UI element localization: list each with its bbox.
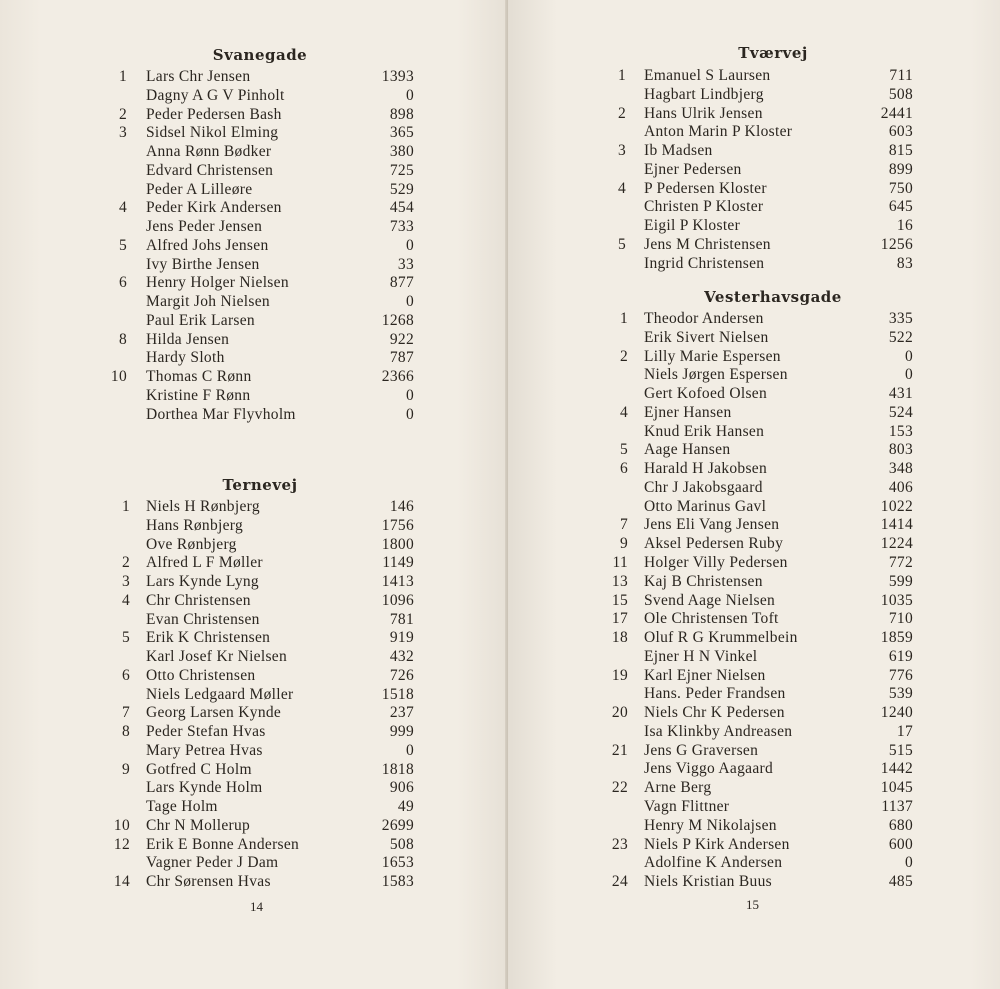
value-number: 146 [389, 498, 414, 515]
value-number: 1414 [880, 516, 913, 534]
list-item [508, 160, 968, 179]
resident-name: Lars Kynde Holm [146, 779, 263, 797]
right-page [508, 0, 1000, 989]
house-number: 1 [617, 67, 626, 84]
list-item [508, 104, 968, 123]
value-number: 529 [389, 180, 414, 198]
resident-name: Ejner Pedersen [644, 160, 742, 178]
house-number: 7 [121, 704, 130, 722]
list-item [0, 647, 460, 666]
value-number: 365 [389, 124, 414, 142]
resident-name: Mary Petrea Hvas [146, 741, 263, 759]
list-item [508, 122, 968, 141]
list-item [0, 330, 460, 349]
value-number: 1583 [381, 873, 414, 890]
value-number: 49 [397, 798, 414, 815]
resident-name: Anton Marin P Kloster [644, 123, 793, 141]
value-number: 406 [888, 478, 913, 496]
list-item [508, 422, 968, 441]
value-number: 1224 [880, 535, 913, 553]
value-number: 2366 [381, 368, 414, 385]
resident-name: Niels Ledgaard Møller [146, 685, 294, 703]
house-number: 8 [118, 330, 127, 348]
value-number: 0 [405, 741, 414, 759]
resident-name: Vagner Peder J Dam [146, 854, 279, 872]
resident-name: Hagbart Lindbjerg [644, 85, 764, 103]
resident-name: Ejner Hansen [644, 403, 732, 421]
house-number: 10 [113, 816, 130, 834]
resident-name: Peder Stefan Hvas [146, 723, 266, 740]
list-item [508, 553, 968, 572]
resident-name: Isa Klinkby Andreasen [644, 722, 793, 740]
list-item [508, 66, 968, 85]
value-number: 645 [888, 198, 913, 216]
section-title-tvaervej: Tværvej [738, 44, 808, 62]
list-item [508, 591, 968, 610]
resident-name: Aage Hansen [644, 441, 731, 459]
value-number: 522 [888, 328, 913, 346]
list-item [0, 703, 460, 722]
list-item [0, 628, 460, 647]
list-item [508, 328, 968, 347]
resident-name: Ib Madsen [644, 142, 713, 159]
list-item [508, 797, 968, 816]
value-number: 1149 [382, 554, 414, 572]
value-number: 726 [389, 666, 414, 684]
resident-name: Tage Holm [146, 798, 218, 815]
value-number: 380 [389, 143, 414, 160]
resident-name: Hardy Sloth [146, 349, 225, 367]
list-item [508, 853, 968, 872]
house-number: 18 [611, 629, 628, 647]
resident-name: Eigil P Kloster [644, 217, 741, 234]
value-number: 153 [888, 422, 913, 440]
list-item [508, 365, 968, 384]
resident-name: Oluf R G Krummelbein [644, 629, 798, 647]
house-number: 15 [611, 591, 628, 609]
house-number: 19 [611, 666, 628, 684]
resident-name: Kristine F Rønn [146, 386, 251, 404]
resident-name: Henry Holger Nielsen [146, 274, 289, 292]
resident-name: Erik K Christensen [146, 629, 271, 647]
resident-name: Edvard Christensen [146, 161, 274, 179]
value-number: 0 [904, 854, 913, 872]
list-item [508, 235, 968, 254]
resident-name: Niels H Rønbjerg [146, 498, 260, 515]
resident-name: Evan Christensen [146, 610, 260, 628]
list-item [0, 105, 460, 124]
list-item [0, 816, 460, 835]
value-number: 725 [389, 161, 414, 179]
value-number: 1393 [381, 68, 414, 85]
value-number: 454 [389, 199, 414, 217]
value-number: 803 [888, 441, 913, 459]
value-number: 0 [904, 366, 913, 384]
list-item [508, 478, 968, 497]
house-number: 20 [611, 704, 628, 722]
house-number: 1 [121, 498, 130, 515]
value-number: 906 [389, 779, 414, 797]
resident-name: Otto Christensen [146, 666, 256, 684]
resident-name: Henry M Nikolajsen [644, 816, 777, 834]
value-number: 899 [888, 160, 913, 178]
resident-name: Anna Rønn Bødker [146, 143, 272, 160]
list-item [0, 86, 460, 105]
value-number: 1022 [880, 497, 913, 515]
value-number: 999 [389, 723, 414, 740]
value-number: 600 [888, 835, 913, 853]
value-number: 33 [397, 255, 414, 273]
house-number: 12 [113, 835, 130, 853]
section-title-svanegade: Svanegade [212, 46, 308, 64]
list-item [0, 722, 460, 741]
list-item [0, 666, 460, 685]
list-item [508, 497, 968, 516]
list-item [0, 161, 460, 180]
resident-name: Gert Kofoed Olsen [644, 385, 768, 403]
value-number: 680 [888, 816, 913, 834]
value-number: 432 [389, 648, 414, 665]
value-number: 1035 [880, 591, 913, 609]
resident-name: Gotfred C Holm [146, 760, 252, 778]
value-number: 0 [405, 386, 414, 404]
resident-name: Vagn Flittner [644, 798, 730, 816]
list-item [0, 405, 460, 424]
value-number: 710 [888, 610, 913, 628]
resident-name: Chr N Mollerup [146, 816, 251, 834]
value-number: 539 [888, 685, 913, 703]
list-item [508, 835, 968, 854]
resident-name: Chr Christensen [146, 591, 251, 609]
resident-name: Karl Josef Kr Nielsen [146, 648, 288, 665]
value-number: 603 [888, 123, 913, 141]
list-item [0, 872, 460, 891]
list-item [508, 347, 968, 366]
resident-name: Georg Larsen Kynde [146, 704, 282, 722]
value-number: 750 [888, 179, 913, 197]
value-number: 1268 [381, 311, 414, 329]
list-item [508, 703, 968, 722]
list-item [0, 255, 460, 274]
resident-name: Niels P Kirk Andersen [644, 835, 790, 853]
resident-name: Jens M Christensen [644, 235, 771, 253]
value-number: 16 [896, 217, 913, 234]
resident-name: Sidsel Nikol Elming [146, 124, 279, 142]
resident-name: Arne Berg [644, 779, 712, 797]
value-number: 772 [888, 554, 913, 571]
house-number: 23 [611, 835, 628, 853]
house-number: 3 [118, 124, 127, 142]
list-item [508, 759, 968, 778]
list-item [0, 386, 460, 405]
value-number: 17 [896, 722, 913, 740]
list-item [0, 553, 460, 572]
list-item [0, 367, 460, 386]
page-number-right: 15 [746, 897, 759, 912]
resident-name: Jens Viggo Aagaard [644, 760, 774, 778]
resident-name: Adolfine K Andersen [644, 854, 783, 872]
value-number: 877 [389, 274, 414, 292]
house-number: 9 [121, 760, 130, 778]
resident-name: Hilda Jensen [146, 330, 230, 348]
list-item [508, 384, 968, 403]
house-number: 10 [110, 368, 127, 385]
house-number: 5 [619, 441, 628, 459]
section-title-ternevej: Ternevej [222, 476, 298, 494]
resident-name: Knud Erik Hansen [644, 422, 765, 440]
resident-name: Peder Pedersen Bash [146, 105, 282, 123]
list-item [0, 516, 460, 535]
resident-name: Peder Kirk Andersen [146, 199, 282, 217]
resident-name: Thomas C Rønn [146, 368, 252, 385]
value-number: 1818 [381, 760, 414, 778]
resident-name: Paul Erik Larsen [146, 311, 255, 329]
list-item [508, 647, 968, 666]
house-number: 2 [118, 105, 127, 123]
list-item [508, 141, 968, 160]
house-number: 4 [619, 403, 628, 421]
list-item [508, 85, 968, 104]
list-item [508, 179, 968, 198]
resident-name: Theodor Andersen [644, 310, 764, 327]
value-number: 485 [888, 873, 913, 891]
resident-name: Karl Ejner Nielsen [644, 666, 766, 684]
list-item [0, 853, 460, 872]
resident-name: Peder A Lilleøre [146, 180, 253, 198]
list-item [508, 216, 968, 235]
list-item [0, 67, 460, 86]
page-number-left: 14 [250, 899, 263, 914]
value-number: 776 [888, 666, 913, 684]
value-number: 1413 [381, 573, 414, 590]
list-item [508, 440, 968, 459]
resident-name: Hans Rønbjerg [146, 516, 244, 534]
house-number: 21 [611, 741, 628, 759]
value-number: 0 [405, 405, 414, 423]
house-number: 5 [617, 235, 626, 253]
list-item [0, 198, 460, 217]
value-number: 815 [888, 142, 913, 159]
resident-name: Dorthea Mar Flyvholm [146, 405, 296, 423]
list-item [508, 816, 968, 835]
resident-name: Ivy Birthe Jensen [146, 255, 260, 273]
list-item [508, 666, 968, 685]
resident-name: Otto Marinus Gavl [644, 497, 767, 515]
resident-name: Harald H Jakobsen [644, 460, 768, 478]
resident-name: Hans Ulrik Jensen [644, 104, 763, 122]
section-title-vesterhavsgade: Vesterhavsgade [704, 288, 842, 306]
resident-name: Niels Kristian Buus [644, 873, 772, 891]
list-item [0, 180, 460, 199]
house-number: 4 [617, 179, 626, 197]
house-number: 22 [611, 779, 628, 797]
value-number: 515 [888, 741, 913, 759]
value-number: 619 [888, 647, 913, 665]
list-item [508, 572, 968, 591]
list-item [508, 628, 968, 647]
resident-name: Holger Villy Pedersen [644, 554, 788, 571]
resident-name: Emanuel S Laursen [644, 67, 771, 84]
list-item [0, 142, 460, 161]
list-item [0, 572, 460, 591]
list-item [0, 797, 460, 816]
value-number: 919 [389, 629, 414, 647]
house-number: 1 [619, 310, 628, 327]
resident-name: Margit Joh Nielsen [146, 293, 270, 310]
house-number: 5 [118, 236, 127, 254]
value-number: 508 [389, 835, 414, 853]
list-item [0, 348, 460, 367]
value-number: 524 [888, 403, 913, 421]
house-number: 24 [611, 873, 628, 891]
house-number: 3 [617, 142, 626, 159]
value-number: 1653 [381, 854, 414, 872]
resident-name: Jens Peder Jensen [146, 218, 263, 235]
value-number: 898 [389, 105, 414, 123]
list-item [0, 273, 460, 292]
resident-name: Christen P Kloster [644, 198, 764, 216]
house-number: 4 [121, 591, 130, 609]
list-item [508, 741, 968, 760]
resident-name: Ingrid Christensen [644, 254, 765, 272]
value-number: 1442 [880, 760, 913, 778]
list-item [508, 778, 968, 797]
resident-name: Chr J Jakobsgaard [644, 478, 763, 496]
value-number: 348 [888, 460, 913, 478]
resident-name: P Pedersen Kloster [644, 179, 767, 197]
list-item [508, 684, 968, 703]
resident-name: Lars Chr Jensen [146, 68, 251, 85]
list-item [508, 254, 968, 273]
value-number: 733 [389, 218, 414, 235]
value-number: 1859 [880, 629, 913, 647]
list-item [0, 741, 460, 760]
value-number: 335 [888, 310, 913, 327]
house-number: 5 [121, 629, 130, 647]
resident-name: Lilly Marie Espersen [644, 347, 781, 365]
house-number: 6 [121, 666, 130, 684]
house-number: 2 [619, 347, 628, 365]
list-item [0, 610, 460, 629]
value-number: 0 [405, 293, 414, 310]
value-number: 711 [889, 67, 913, 84]
list-item [508, 459, 968, 478]
house-number: 2 [121, 554, 130, 572]
resident-name: Dagny A G V Pinholt [146, 86, 285, 104]
resident-name: Ole Christensen Toft [644, 610, 779, 628]
list-item [0, 497, 460, 516]
house-number: 13 [611, 572, 628, 590]
resident-name: Alfred Johs Jensen [146, 236, 269, 254]
resident-name: Jens Eli Vang Jensen [644, 516, 780, 534]
house-number: 2 [617, 104, 626, 122]
house-number: 7 [619, 516, 628, 534]
value-number: 781 [389, 610, 414, 628]
value-number: 83 [896, 254, 913, 272]
list-item [0, 591, 460, 610]
resident-name: Erik E Bonne Andersen [146, 835, 300, 853]
value-number: 508 [888, 85, 913, 103]
value-number: 1756 [381, 516, 414, 534]
resident-name: Kaj B Christensen [644, 572, 763, 590]
list-item [0, 835, 460, 854]
resident-name: Niels Chr K Pedersen [644, 704, 785, 722]
value-number: 1800 [381, 535, 414, 553]
list-item [508, 403, 968, 422]
list-item [508, 197, 968, 216]
list-item [0, 760, 460, 779]
list-item [508, 609, 968, 628]
resident-name: Hans. Peder Frandsen [644, 685, 786, 703]
list-item [508, 309, 968, 328]
resident-name: Jens G Graversen [644, 741, 759, 759]
value-number: 0 [405, 86, 414, 104]
value-number: 2699 [381, 816, 414, 834]
resident-name: Erik Sivert Nielsen [644, 328, 769, 346]
value-number: 2441 [880, 104, 913, 122]
resident-name: Alfred L F Møller [146, 554, 263, 572]
house-number: 14 [113, 873, 130, 890]
list-item [0, 535, 460, 554]
house-number: 4 [118, 199, 127, 217]
list-item [508, 515, 968, 534]
value-number: 1137 [881, 798, 913, 816]
house-number: 17 [611, 610, 628, 628]
list-item [508, 722, 968, 741]
list-item [0, 685, 460, 704]
house-number: 6 [619, 460, 628, 478]
resident-name: Lars Kynde Lyng [146, 573, 259, 590]
value-number: 599 [888, 572, 913, 590]
list-item [0, 217, 460, 236]
list-item [0, 236, 460, 255]
value-number: 922 [389, 330, 414, 348]
resident-name: Ejner H N Vinkel [644, 647, 758, 665]
resident-name: Aksel Pedersen Ruby [644, 535, 784, 553]
house-number: 1 [118, 68, 127, 85]
resident-name: Chr Sørensen Hvas [146, 873, 271, 890]
list-item [0, 292, 460, 311]
house-number: 8 [121, 723, 130, 740]
list-item [0, 123, 460, 142]
value-number: 1096 [381, 591, 414, 609]
value-number: 1256 [880, 235, 913, 253]
value-number: 1518 [381, 685, 414, 703]
list-item [508, 872, 968, 891]
resident-name: Ove Rønbjerg [146, 535, 237, 553]
value-number: 0 [904, 347, 913, 365]
list-item [0, 311, 460, 330]
value-number: 237 [389, 704, 414, 722]
value-number: 787 [389, 349, 414, 367]
house-number: 11 [612, 554, 628, 571]
list-item [0, 778, 460, 797]
value-number: 1240 [880, 704, 913, 722]
house-number: 6 [118, 274, 127, 292]
value-number: 431 [888, 385, 913, 403]
resident-name: Svend Aage Nielsen [644, 591, 776, 609]
house-number: 3 [121, 573, 130, 590]
resident-name: Niels Jørgen Espersen [644, 366, 788, 384]
value-number: 0 [405, 236, 414, 254]
list-item [508, 534, 968, 553]
house-number: 9 [619, 535, 628, 553]
value-number: 1045 [880, 779, 913, 797]
